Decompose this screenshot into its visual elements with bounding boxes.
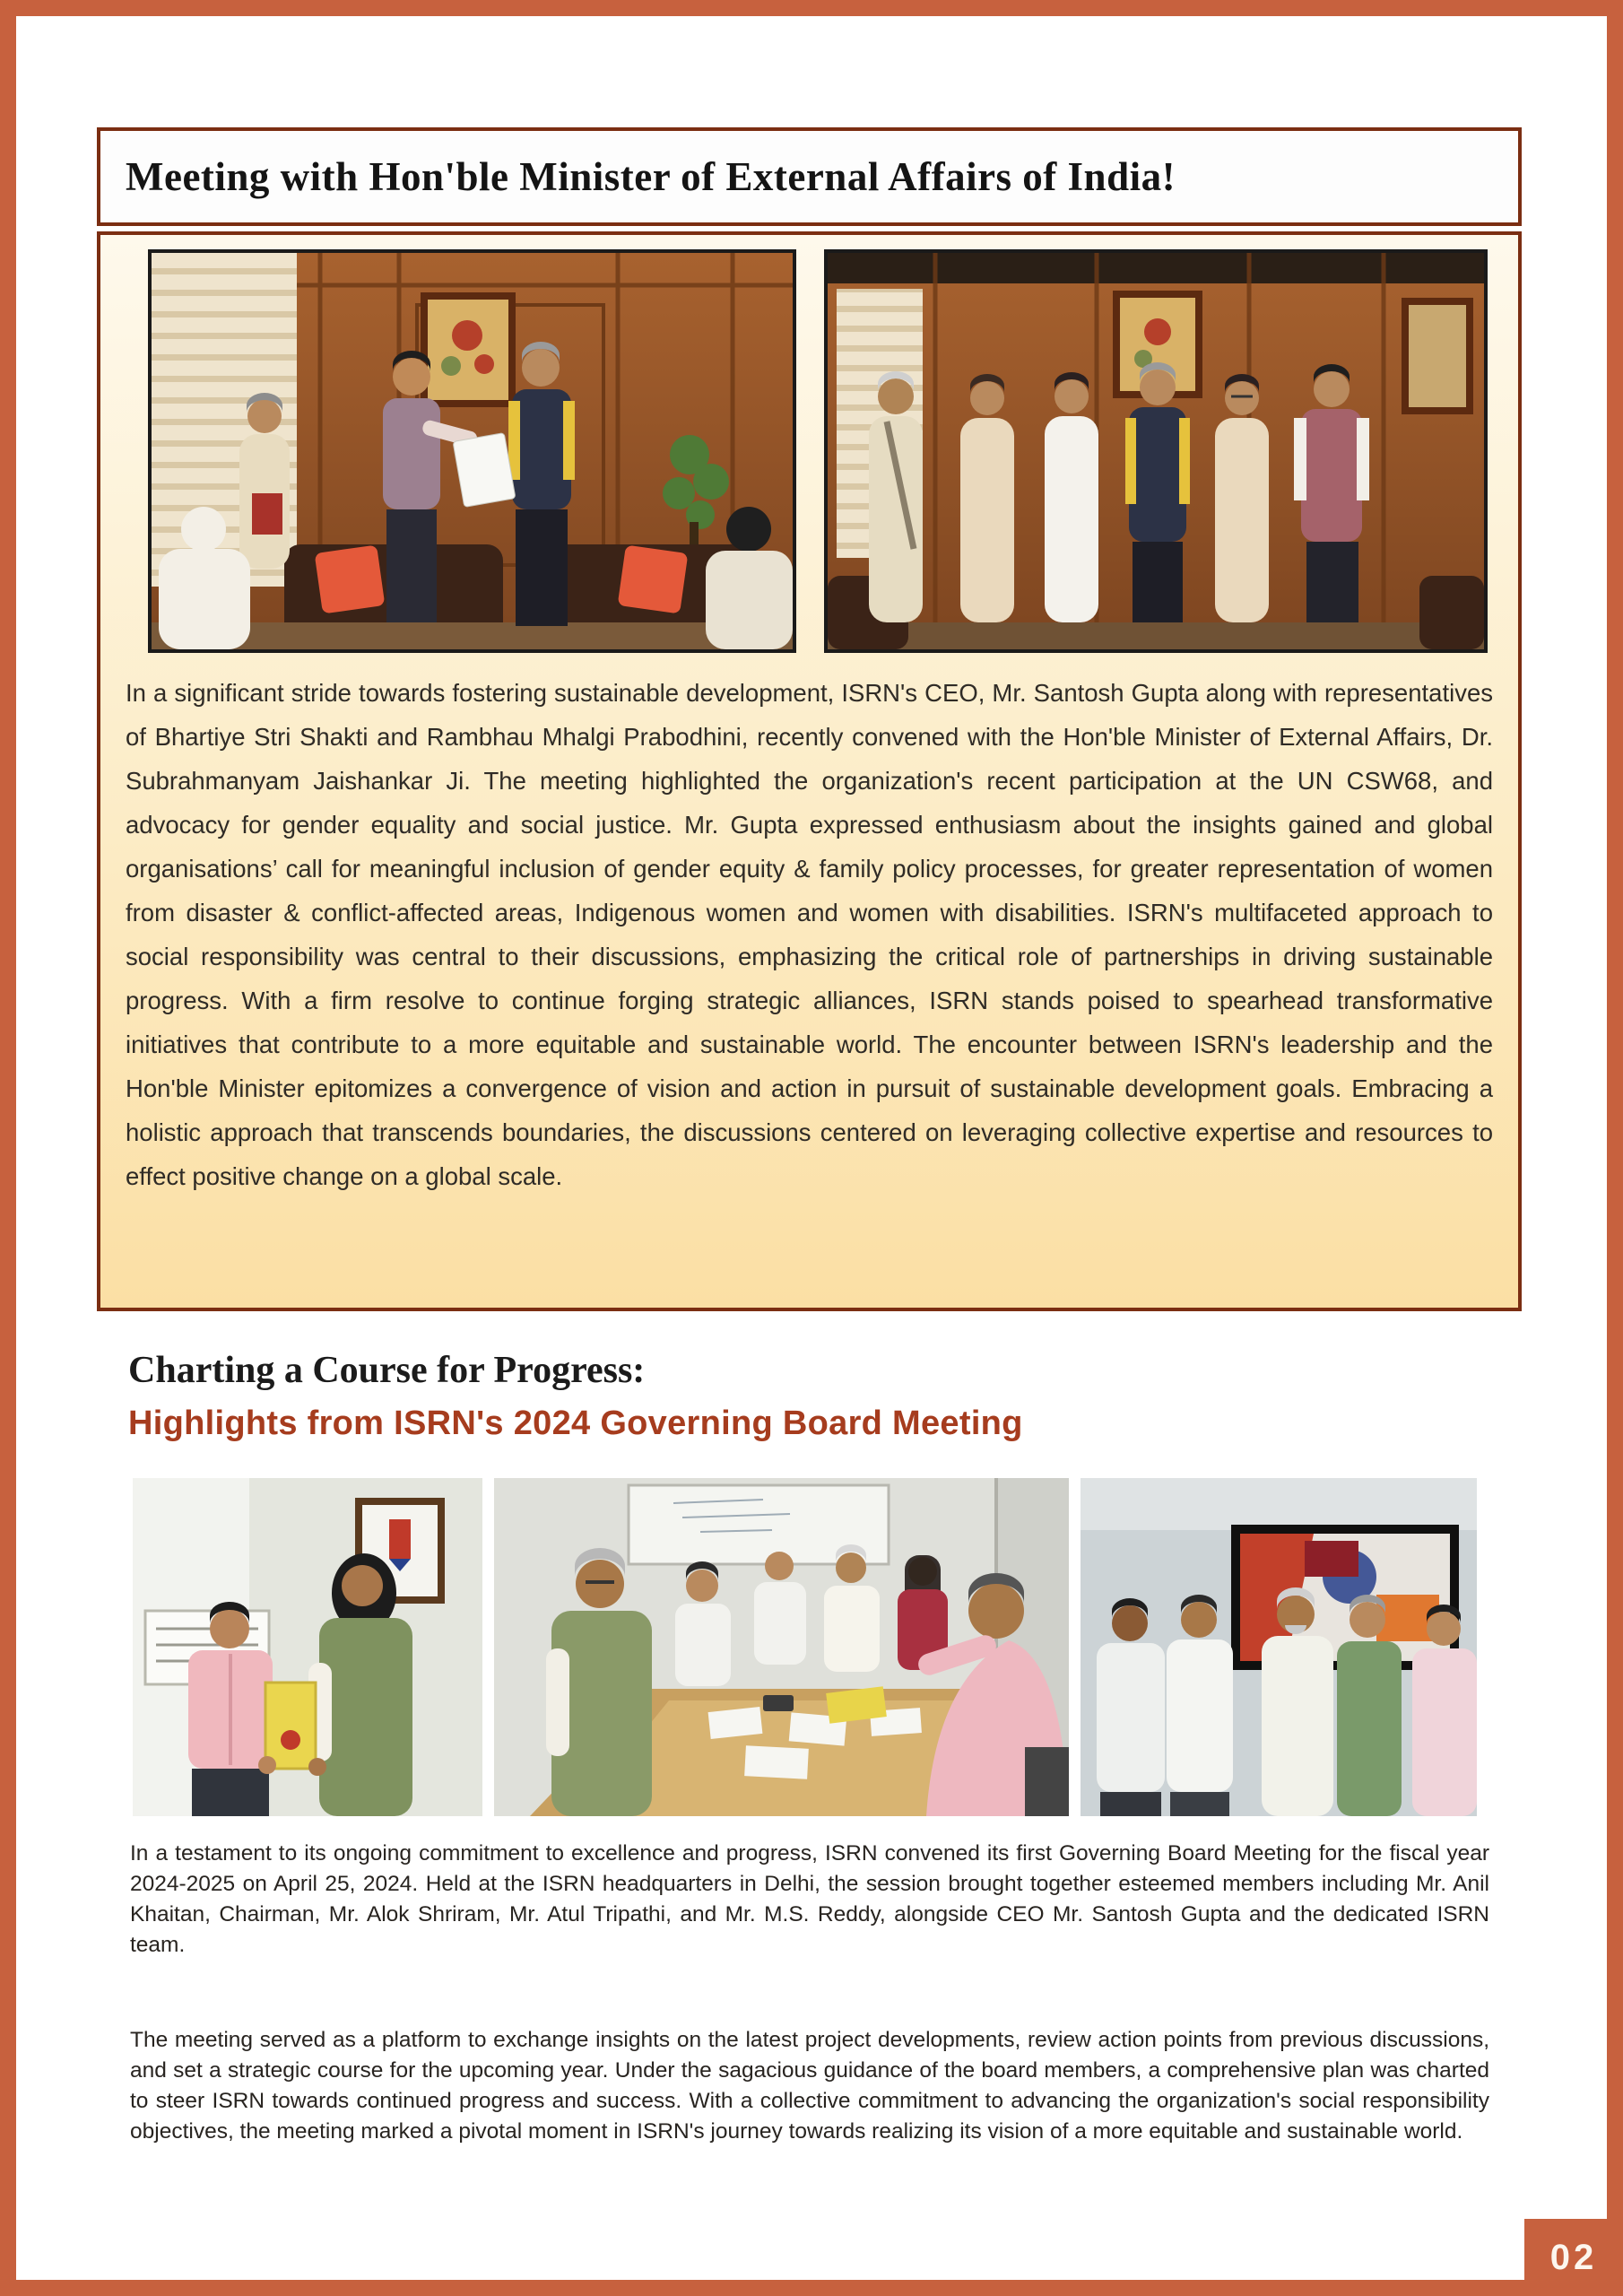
section2-paragraph-2: The meeting served as a platform to exchange insights on the latest project developments, review action points from previous discussions, and set a strategic course for the upcoming year. Under the sagacious guidance of the board members, a comprehensive plan was charted to steer ISRN towards continued progress and success. With a collective commitment to advancing the organization's social responsibility objectives, the meeting marked a pivotal moment in ISRN's journey towards realizing its vision of a more equitable and sustainable world. [130, 2028, 1489, 2144]
section1-content-box [97, 231, 1522, 1311]
section1-header-box [97, 127, 1522, 226]
section2-subtitle: Highlights from ISRN's 2024 Governing Board Meeting [128, 1405, 1023, 1442]
photo-minister-handover [148, 249, 796, 653]
section1-body-paragraph: In a significant stride towards fostering sustainable development, ISRN's CEO, Mr. Santosh Gupta along with representatives of Bhartiye Stri Shakti and Rambhau Mhalgi Prabodhini, recently convened with the Hon'ble Minister of External Affairs, Dr. Subrahmanyam Jaishankar Ji. The meeting highlighted the organization's recent participation at the UN CSW68, and advocacy for gender equality and social justice. Mr. Gupta expressed enthusiasm about the insights gained and global organisations’ call for meaningful inclusion of gender equity & family policy processes, for greater representation of women from disaster & conflict-affected areas, Indigenous women and women with disabilities. ISRN's multifaceted approach to social responsibility was central to their discussions, emphasizing the critical role of partnerships in driving sustainable progress. With a firm resolve to continue forging strategic alliances, ISRN stands poised to spearhead transformative initiatives that contribute to a more equitable and sustainable world. The encounter between ISRN's leadership and the Hon'ble Minister epitomizes a convergence of vision and action in pursuit of sustainable development goals. Embracing a holistic approach that transcends boundaries, the discussions centered on leveraging collective expertise and resources to effect positive change on a global scale. [126, 679, 1493, 1190]
photo-board-meeting-table [494, 1478, 1069, 1816]
section1-photo-row [148, 249, 1518, 653]
photo-minister-group [824, 249, 1488, 653]
page-number-badge [1524, 2219, 1623, 2296]
photo-memento-presentation [133, 1478, 482, 1816]
page-number: 02 [1549, 2237, 1598, 2277]
section2-title: Charting a Course for Progress: [128, 1350, 646, 1391]
photo-team-with-screen [1081, 1478, 1477, 1816]
section1-title: Meeting with Hon'ble Minister of External Affairs of India! [126, 154, 1176, 199]
section2-paragraph-1: In a testament to its ongoing commitment to excellence and progress, ISRN convened its first Governing Board Meeting for the fiscal year 2024-2025 on April 25, 2024. Held at the ISRN headquarters in Delhi, the session brought together esteemed members including Mr. Anil Khaitan, Chairman, Mr. Alok Shriram, Mr. Atul Tripathi, and Mr. M.S. Reddy, alongside CEO Mr. Santosh Gupta and the dedicated ISRN team. [130, 1841, 1489, 1957]
section2-photo-row [133, 1478, 1477, 1816]
